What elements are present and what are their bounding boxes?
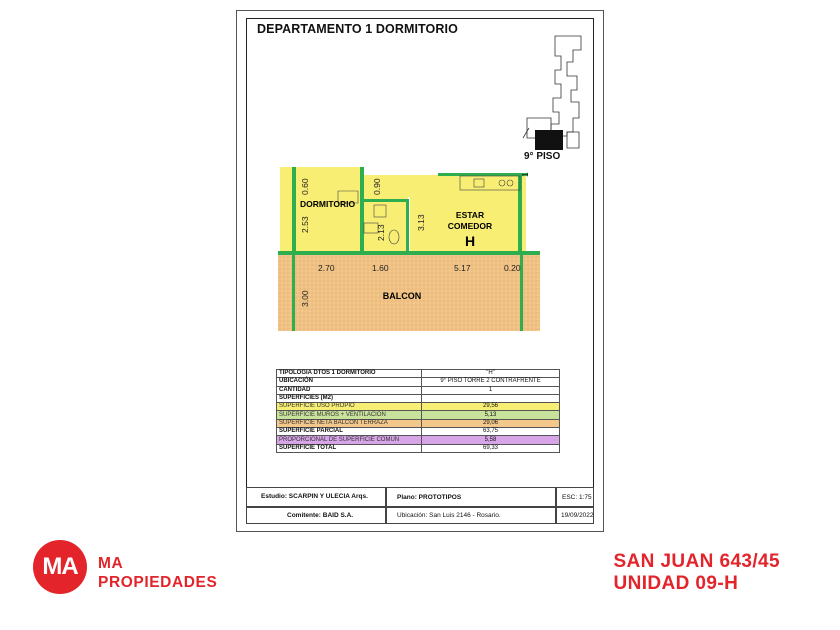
dim-bath-height: 3.13	[416, 214, 426, 231]
table-row: SUPERFICIE TOTAL 69,33	[277, 444, 560, 452]
plan-title: DEPARTAMENTO 1 DORMITORIO	[257, 22, 458, 36]
floor-plan	[278, 163, 542, 333]
dim-balcony-depth: 3.00	[300, 290, 310, 307]
table-row: SUPERFICIE USO PROPIO 29,56	[277, 403, 560, 411]
title-block-date: 19/09/2022	[556, 507, 594, 524]
dim-bath-width: 2.13	[376, 224, 386, 241]
dim-top-left-b: 0.90	[372, 178, 382, 195]
unit-letter: H	[464, 233, 476, 249]
room-label-comedor: COMEDOR	[447, 221, 493, 231]
dim-top-right: 1	[520, 172, 530, 177]
listing-line1: SAN JUAN 643/45	[613, 551, 780, 572]
table-row: SUPERFICIES (M2)	[277, 394, 560, 402]
brand-name-line2: PROPIEDADES	[98, 574, 218, 591]
title-block-location: Ubicación: San Luis 2146 - Rosario.	[386, 507, 556, 524]
table-row: PROPORCIONAL DE SUPERFICIE COMUN 5,58	[277, 436, 560, 444]
title-block-plan: Plano: PROTOTIPOS	[386, 487, 556, 507]
table-row: UBICACIÓN 9° PISO TORRE 2 CONTRAFRENTE	[277, 378, 560, 386]
dim-bed-height: 2.53	[300, 216, 310, 233]
dim-w4: 0.20	[504, 263, 521, 273]
key-plan-unit-marker	[535, 130, 563, 150]
table-row: TIPOLOGIA DTOS 1 DORMITORIO "H"	[277, 370, 560, 378]
table-row: SUPERFICIE NETA BALCON TERRAZA 29,06	[277, 419, 560, 427]
key-plan-diagram	[515, 32, 595, 157]
table-row: SUPERFICIE PARCIAL 63,75	[277, 428, 560, 436]
floor-label: 9° PISO	[524, 151, 561, 162]
dim-w1: 2.70	[318, 263, 335, 273]
listing-line2: UNIDAD 09-H	[613, 573, 739, 594]
hall-area	[362, 175, 410, 197]
brand-name	[98, 554, 217, 592]
dim-top-left-a: 0.60	[300, 178, 310, 195]
table-row: SUPERFICIE MUROS + VENTILACION 5,13	[277, 411, 560, 419]
title-block-client: Comitente: BAID S.A.	[246, 507, 386, 524]
room-label-bedroom: DORMITORIO	[300, 199, 356, 209]
title-block-studio: Estudio: SCARPIN Y ULECIA Arqs.	[246, 487, 386, 507]
room-label-balcony: BALCON	[382, 291, 422, 301]
brand-logo: MA	[33, 540, 87, 594]
brand-name-line1: MA	[98, 555, 124, 572]
surface-table	[276, 369, 560, 453]
listing-address	[613, 551, 780, 595]
room-label-estar: ESTAR	[455, 210, 485, 220]
dim-w2: 1.60	[372, 263, 389, 273]
title-block-scale: ESC: 1:75	[556, 487, 594, 507]
table-row: CANTIDAD 1	[277, 386, 560, 394]
dim-w3: 5.17	[454, 263, 471, 273]
